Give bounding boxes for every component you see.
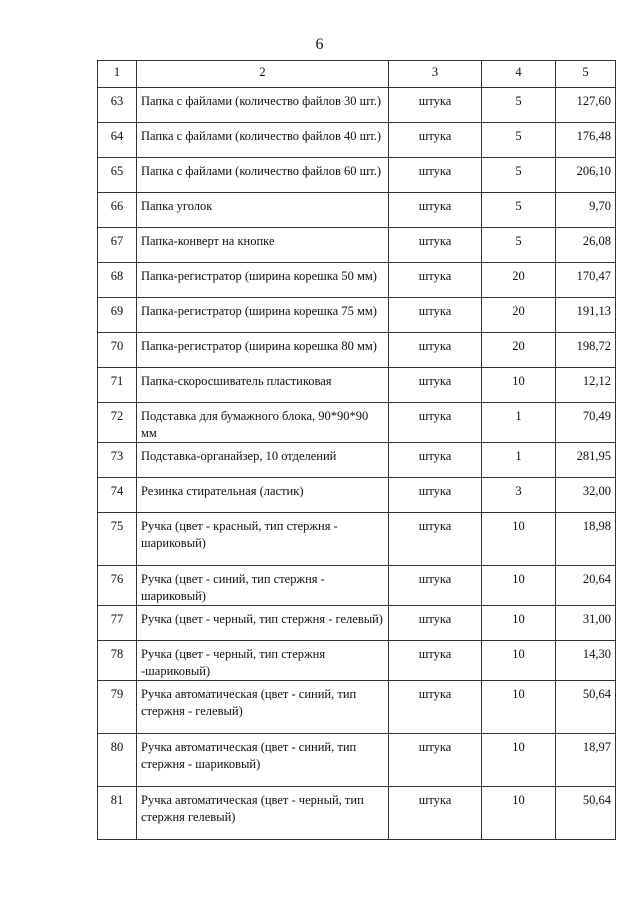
row-number: 65 xyxy=(98,158,137,193)
table-row xyxy=(98,513,616,566)
item-quantity: 10 xyxy=(482,734,556,787)
item-price: 170,47 xyxy=(556,263,616,298)
item-price: 18,97 xyxy=(556,734,616,787)
item-quantity: 10 xyxy=(482,606,556,641)
table-row xyxy=(98,734,616,787)
row-number: 73 xyxy=(98,443,137,478)
item-unit: штука xyxy=(389,443,482,478)
item-price: 50,64 xyxy=(556,787,616,840)
item-unit: штука xyxy=(389,566,482,606)
item-unit: штука xyxy=(389,606,482,641)
table-row xyxy=(98,787,616,840)
table-row xyxy=(98,333,616,368)
item-name: Ручка (цвет - черный, тип стержня -шариковый) xyxy=(137,641,389,681)
item-unit: штука xyxy=(389,787,482,840)
row-number: 67 xyxy=(98,228,137,263)
item-quantity: 1 xyxy=(482,403,556,443)
item-price: 14,30 xyxy=(556,641,616,681)
item-name: Ручка автоматическая (цвет - черный, тип стержня гелевый) xyxy=(137,787,389,840)
row-number: 78 xyxy=(98,641,137,681)
table-row xyxy=(98,566,616,606)
item-price: 127,60 xyxy=(556,88,616,123)
table-row xyxy=(98,263,616,298)
item-price: 32,00 xyxy=(556,478,616,513)
item-name: Папка уголок xyxy=(137,193,389,228)
item-unit: штука xyxy=(389,681,482,734)
item-name: Папка-регистратор (ширина корешка 50 мм) xyxy=(137,263,389,298)
items-table xyxy=(97,60,616,840)
item-name: Папка-конверт на кнопке xyxy=(137,228,389,263)
item-unit: штука xyxy=(389,193,482,228)
header-col-5: 5 xyxy=(556,61,616,88)
item-unit: штука xyxy=(389,734,482,787)
item-unit: штука xyxy=(389,123,482,158)
row-number: 75 xyxy=(98,513,137,566)
item-name: Папка-скоросшиватель пластиковая xyxy=(137,368,389,403)
item-price: 18,98 xyxy=(556,513,616,566)
row-number: 74 xyxy=(98,478,137,513)
page-number: 6 xyxy=(315,36,324,53)
item-price: 9,70 xyxy=(556,193,616,228)
item-price: 20,64 xyxy=(556,566,616,606)
item-unit: штука xyxy=(389,88,482,123)
table-row xyxy=(98,478,616,513)
item-name: Подставка для бумажного блока, 90*90*90 мм xyxy=(137,403,389,443)
item-unit: штука xyxy=(389,403,482,443)
item-price: 70,49 xyxy=(556,403,616,443)
item-quantity: 20 xyxy=(482,333,556,368)
row-number: 81 xyxy=(98,787,137,840)
header-row xyxy=(98,61,616,88)
item-name: Ручка автоматическая (цвет - синий, тип стержня - шариковый) xyxy=(137,734,389,787)
row-number: 66 xyxy=(98,193,137,228)
item-quantity: 20 xyxy=(482,263,556,298)
header-col-4: 4 xyxy=(482,61,556,88)
item-quantity: 20 xyxy=(482,298,556,333)
table-row xyxy=(98,403,616,443)
item-unit: штука xyxy=(389,333,482,368)
table-row xyxy=(98,443,616,478)
row-number: 72 xyxy=(98,403,137,443)
item-name: Папка с файлами (количество файлов 60 шт.) xyxy=(137,158,389,193)
item-quantity: 3 xyxy=(482,478,556,513)
table-row xyxy=(98,88,616,123)
row-number: 71 xyxy=(98,368,137,403)
table-row xyxy=(98,606,616,641)
item-unit: штука xyxy=(389,641,482,681)
row-number: 64 xyxy=(98,123,137,158)
item-name: Ручка автоматическая (цвет - синий, тип стержня - гелевый) xyxy=(137,681,389,734)
item-name: Подставка-органайзер, 10 отделений xyxy=(137,443,389,478)
row-number: 69 xyxy=(98,298,137,333)
row-number: 70 xyxy=(98,333,137,368)
item-quantity: 10 xyxy=(482,787,556,840)
item-name: Папка с файлами (количество файлов 40 шт.) xyxy=(137,123,389,158)
table-row xyxy=(98,641,616,681)
table-row xyxy=(98,158,616,193)
item-quantity: 5 xyxy=(482,123,556,158)
item-unit: штука xyxy=(389,298,482,333)
item-quantity: 5 xyxy=(482,228,556,263)
table-row xyxy=(98,123,616,158)
table-row xyxy=(98,193,616,228)
item-quantity: 5 xyxy=(482,158,556,193)
item-quantity: 10 xyxy=(482,566,556,606)
header-col-1: 1 xyxy=(98,61,137,88)
item-name: Ручка (цвет - красный, тип стержня - шариковый) xyxy=(137,513,389,566)
item-unit: штука xyxy=(389,228,482,263)
row-number: 63 xyxy=(98,88,137,123)
item-name: Папка с файлами (количество файлов 30 шт.) xyxy=(137,88,389,123)
table-row xyxy=(98,298,616,333)
item-name: Папка-регистратор (ширина корешка 80 мм) xyxy=(137,333,389,368)
item-price: 50,64 xyxy=(556,681,616,734)
item-price: 198,72 xyxy=(556,333,616,368)
table-body xyxy=(98,88,616,840)
item-price: 206,10 xyxy=(556,158,616,193)
item-quantity: 10 xyxy=(482,368,556,403)
item-name: Ручка (цвет - черный, тип стержня - гелевый) xyxy=(137,606,389,641)
item-price: 191,13 xyxy=(556,298,616,333)
item-quantity: 10 xyxy=(482,681,556,734)
row-number: 79 xyxy=(98,681,137,734)
item-price: 12,12 xyxy=(556,368,616,403)
item-quantity: 1 xyxy=(482,443,556,478)
row-number: 76 xyxy=(98,566,137,606)
table-row xyxy=(98,368,616,403)
item-name: Папка-регистратор (ширина корешка 75 мм) xyxy=(137,298,389,333)
table-row xyxy=(98,228,616,263)
item-unit: штука xyxy=(389,158,482,193)
item-quantity: 10 xyxy=(482,641,556,681)
item-price: 31,00 xyxy=(556,606,616,641)
row-number: 80 xyxy=(98,734,137,787)
item-name: Ручка (цвет - синий, тип стержня - шариковый) xyxy=(137,566,389,606)
item-quantity: 5 xyxy=(482,88,556,123)
header-col-2: 2 xyxy=(137,61,389,88)
item-unit: штука xyxy=(389,478,482,513)
table-row xyxy=(98,681,616,734)
item-price: 26,08 xyxy=(556,228,616,263)
item-unit: штука xyxy=(389,368,482,403)
item-unit: штука xyxy=(389,263,482,298)
item-price: 281,95 xyxy=(556,443,616,478)
row-number: 77 xyxy=(98,606,137,641)
item-quantity: 10 xyxy=(482,513,556,566)
item-price: 176,48 xyxy=(556,123,616,158)
row-number: 68 xyxy=(98,263,137,298)
item-unit: штука xyxy=(389,513,482,566)
item-quantity: 5 xyxy=(482,193,556,228)
header-col-3: 3 xyxy=(389,61,482,88)
item-name: Резинка стирательная (ластик) xyxy=(137,478,389,513)
